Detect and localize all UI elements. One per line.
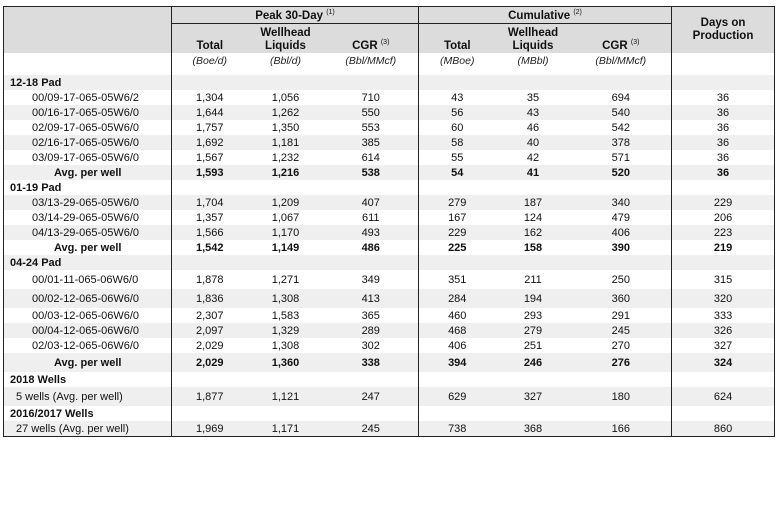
group-header [4, 75, 775, 90]
table-row: 02/16-17-065-05W6/0 1,692 1,181 385 58 40 378 36 [4, 135, 775, 150]
avg-row: Avg. per well 1,542 1,149 486 225 158 390 219 [4, 240, 775, 255]
table-row: 03/13-29-065-05W6/0 1,704 1,209 407 279 187 340 229 [4, 195, 775, 210]
peak-cgr-header: CGR $^{(3)}$ [324, 24, 419, 54]
table-row: 04/13-29-065-05W6/0 1,566 1,170 493 229 162 406 223 [4, 225, 775, 240]
table-row: 00/16-17-065-05W6/0 1,644 1,262 550 56 43 540 36 [4, 105, 775, 120]
unit-cell: (MBoe) [419, 53, 496, 69]
peak-30-day-header: Peak 30-Day $^{(1)}$ [172, 7, 419, 24]
unit-cell: (Bbl/MMcf) [595, 55, 647, 67]
header-row-columns [4, 24, 775, 54]
unit-cell: (Bbl/MMcf) [345, 55, 397, 67]
header-blank [4, 7, 172, 24]
avg-row: Avg. per well 1,593 1,216 538 54 41 520 36 [4, 165, 775, 180]
unit-cell: (Boe/d) [172, 53, 248, 69]
units-row [4, 53, 775, 69]
table-row: 00/09-17-065-05W6/2 1,304 1,056 710 43 35 694 36 [4, 90, 775, 105]
cumulative-header: Cumulative $^{(2)}$ [419, 7, 672, 24]
summary-name: 2018 Wells [4, 372, 172, 387]
production-table [3, 6, 775, 437]
days-on-production-header: Days on Production [672, 7, 775, 54]
cum-cgr-header: CGR $^{(3)}$ [571, 24, 672, 54]
header-blank-2 [4, 24, 172, 54]
summary-name: 2016/2017 Wells [4, 406, 172, 421]
cum-wellhead-liquids-header: Wellhead Liquids [496, 24, 571, 54]
summary-header [4, 406, 775, 421]
table-row: 02/09-17-065-05W6/0 1,757 1,350 553 60 46 542 36 [4, 120, 775, 135]
group-name: 01-19 Pad [4, 180, 172, 195]
group-name: 12-18 Pad [4, 75, 172, 90]
table-row: 00/01-11-065-06W6/0 1,878 1,271 349 351 211 250 315 [4, 270, 775, 289]
table-row: 00/03-12-065-06W6/0 2,307 1,583 365 460 293 291 333 [4, 308, 775, 323]
group-header [4, 180, 775, 195]
unit-cell: (MBbl) [517, 55, 549, 67]
table-row: 03/09-17-065-05W6/0 1,567 1,232 614 55 42 571 36 [4, 150, 775, 165]
table-row: 00/02-12-065-06W6/0 1,836 1,308 413 284 194 360 320 [4, 289, 775, 308]
summary-row: 5 wells (Avg. per well) 1,877 1,121 247 629 327 180 624 [4, 387, 775, 406]
table-row: 03/14-29-065-05W6/0 1,357 1,067 611 167 124 479 206 [4, 210, 775, 225]
header-row-groups [4, 7, 775, 24]
summary-header [4, 372, 775, 387]
unit-cell: (Bbl/d) [270, 55, 301, 67]
peak-wellhead-liquids-header: Wellhead Liquids [248, 24, 324, 54]
table-row: 02/03-12-065-06W6/0 2,029 1,308 302 406 251 270 327 [4, 338, 775, 353]
cum-total-header: Total [419, 24, 496, 54]
peak-total-header: Total [172, 24, 248, 54]
group-header [4, 255, 775, 270]
summary-row: 27 wells (Avg. per well) 1,969 1,171 245 738 368 166 860 [4, 421, 775, 437]
avg-row: Avg. per well 2,029 1,360 338 394 246 276 324 [4, 353, 775, 372]
table-row: 00/04-12-065-06W6/0 2,097 1,329 289 468 279 245 326 [4, 323, 775, 338]
group-name: 04-24 Pad [4, 255, 172, 270]
